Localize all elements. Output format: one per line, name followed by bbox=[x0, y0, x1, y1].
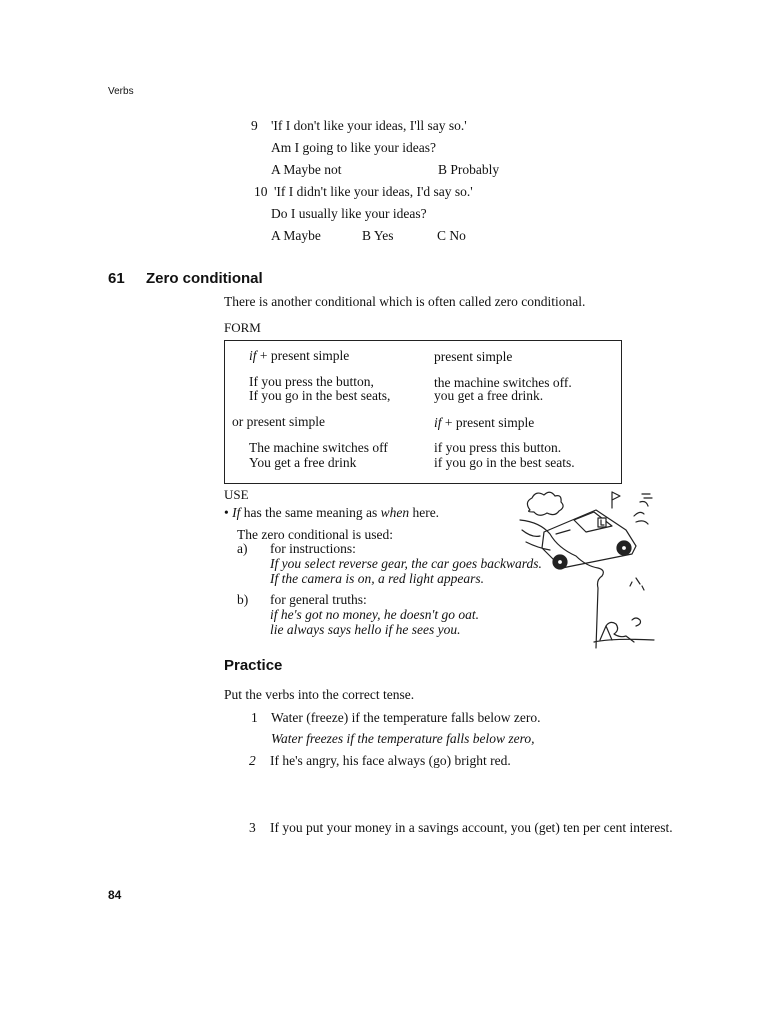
use-a-label: for instructions: bbox=[270, 541, 356, 556]
use-b-example-2: lie always says hello if he sees you. bbox=[270, 622, 461, 637]
question-9-question: Am I going to like your ideas? bbox=[271, 140, 436, 155]
form-row2-left: or present simple bbox=[232, 414, 325, 429]
use-a-example-2: If the camera is on, a red light appears. bbox=[270, 571, 484, 586]
use-b-example-1: if he's got no money, he doesn't go oat. bbox=[270, 607, 479, 622]
practice-item-1-answer: Water freezes if the temperature falls below zero, bbox=[271, 731, 535, 746]
form-row1-left-rest: + present simple bbox=[259, 348, 350, 363]
use-intro: The zero conditional is used: bbox=[237, 527, 393, 542]
form-example1-right-line2: you get a free drink. bbox=[434, 388, 544, 403]
use-b-label: for general truths: bbox=[270, 592, 367, 607]
question-10-quote: 'If I didn't like your ideas, I'd say so.' bbox=[274, 184, 473, 199]
form-example1-right-line1: the machine switches off. bbox=[434, 375, 572, 390]
use-mid-text: has the same meaning as bbox=[243, 505, 378, 520]
practice-item-2-text: If he's angry, his face always (go) bright red. bbox=[270, 753, 511, 768]
form-example2-left-line1: The machine switches off bbox=[249, 440, 388, 455]
question-9-option-a: A Maybe not bbox=[271, 162, 342, 177]
use-a-letter: a) bbox=[237, 541, 248, 556]
practice-item-3-number: 3 bbox=[249, 820, 256, 835]
question-10-option-b: B Yes bbox=[362, 228, 394, 243]
use-a-example-1: If you select reverse gear, the car goes backwards. bbox=[270, 556, 542, 571]
practice-item-1-number: 1 bbox=[251, 710, 258, 725]
practice-item-2-number: 2 bbox=[249, 753, 256, 768]
form-row1-right: present simple bbox=[434, 349, 513, 364]
car-cliff-illustration bbox=[516, 490, 666, 650]
form-example1-left-line2: If you go in the best seats, bbox=[249, 388, 391, 403]
form-if-keyword-2: if bbox=[434, 415, 442, 430]
use-end-text: here. bbox=[412, 505, 440, 520]
section-intro: There is another conditional which is often called zero conditional. bbox=[224, 294, 586, 309]
question-10-option-c: C No bbox=[437, 228, 466, 243]
bullet: • bbox=[224, 505, 229, 520]
form-row2-right bbox=[434, 415, 534, 431]
section-title: Zero conditional bbox=[146, 270, 263, 287]
use-when-word: when bbox=[380, 505, 410, 520]
question-10-question: Do I usually like your ideas? bbox=[271, 206, 427, 221]
question-10-option-a: A Maybe bbox=[271, 228, 321, 243]
form-example1-left-line1: If you press the button, bbox=[249, 374, 374, 389]
use-if-word: If bbox=[232, 505, 241, 520]
question-9-option-b: B Probably bbox=[438, 162, 500, 177]
practice-item-3-text: If you put your money in a savings account, you (get) ten per cent interest. bbox=[270, 820, 673, 835]
use-label: USE bbox=[224, 487, 249, 502]
use-bullet-line bbox=[224, 505, 439, 521]
practice-item-1-text: Water (freeze) if the temperature falls below zero. bbox=[271, 710, 541, 725]
form-label: FORM bbox=[224, 320, 261, 335]
use-b-letter: b) bbox=[237, 592, 249, 607]
form-if-keyword: if bbox=[249, 348, 257, 363]
practice-instruction: Put the verbs into the correct tense. bbox=[224, 687, 415, 702]
question-9-quote: 'If I don't like your ideas, I'll say so.' bbox=[271, 118, 467, 133]
question-9-number: 9 bbox=[251, 118, 258, 133]
question-10-number: 10 bbox=[254, 184, 268, 199]
practice-heading: Practice bbox=[224, 657, 283, 674]
section-number: 61 bbox=[108, 270, 125, 287]
page-number: 84 bbox=[108, 888, 122, 902]
form-row1-left bbox=[249, 348, 349, 364]
form-example2-right-line2: if you go in the best seats. bbox=[434, 455, 575, 470]
form-example2-right-line1: if you press this button. bbox=[434, 440, 562, 455]
form-row2-right-rest: + present simple bbox=[444, 415, 535, 430]
form-example2-left-line2: You get a free drink bbox=[249, 455, 357, 470]
running-head: Verbs bbox=[108, 86, 134, 97]
